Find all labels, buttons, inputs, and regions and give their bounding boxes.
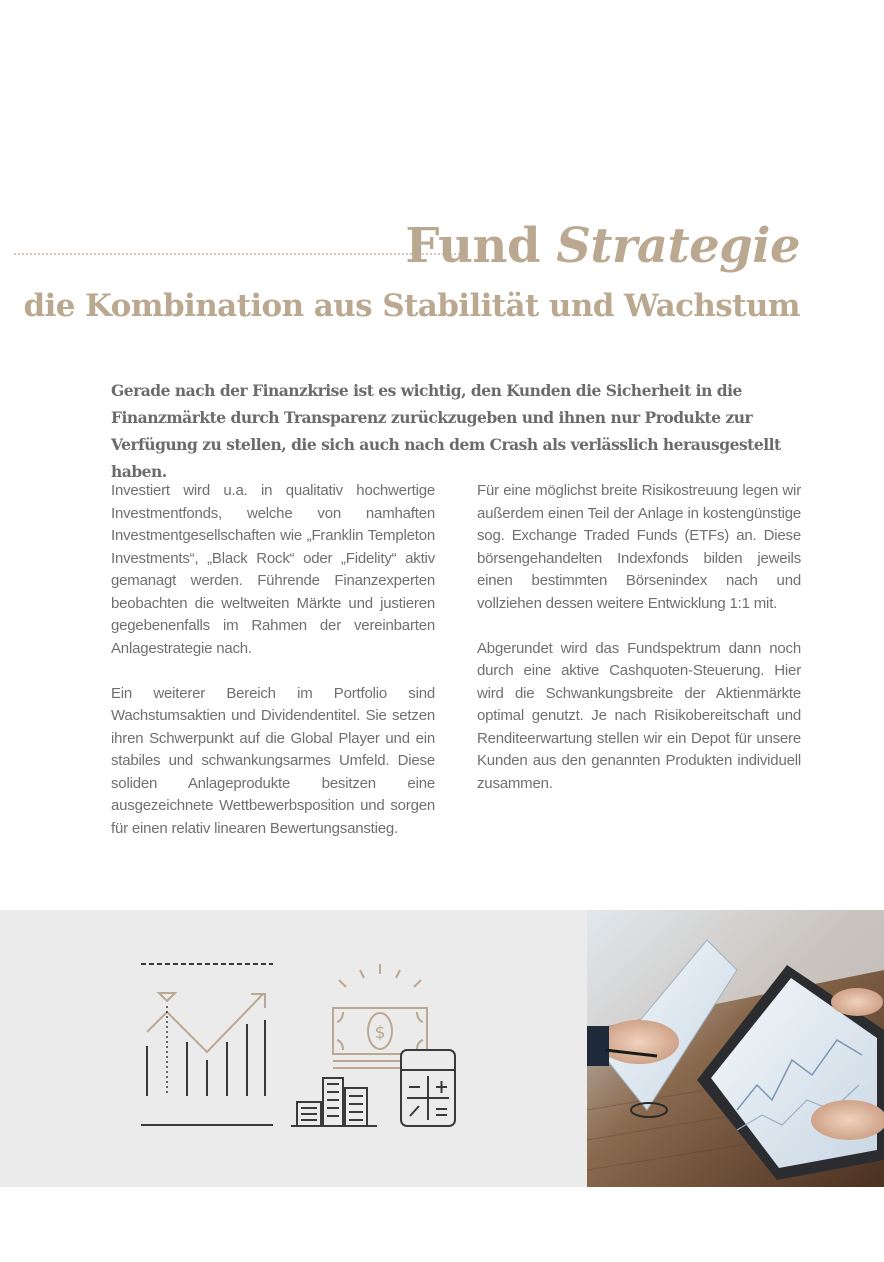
title-regular: Fund	[405, 218, 540, 274]
page-title	[405, 216, 800, 276]
page-subtitle: die Kombination aus Stabilität und Wachstum	[23, 288, 800, 324]
intro-paragraph: Gerade nach der Finanzkrise ist es wichtig, den Kunden die Sicherheit in die Finanzmärkte durch Transparenz zurückzugeben und ihnen nur Produkte zur Verfügung zu stellen, die sich auch nach dem Crash als verlässlich herausgestellt haben.	[111, 381, 781, 481]
left-paragraph-2: Ein weiterer Bereich im Portfolio sind Wachstumsaktien und Dividendentitel. Sie setzen ihren Schwerpunkt auf die Global Player und ein stabiles und schwankungsarmes Umfeld. Diese soliden Anlageprodukte besitzen eine ausgezeichnete Wettbewerbsposition und sorgen für einen relativ linearen Bewertungsanstieg.	[111, 684, 435, 837]
dotted-divider	[14, 253, 460, 255]
hand-left	[599, 1020, 679, 1064]
icons-svg	[135, 950, 465, 1140]
money-buildings-calculator-icon	[291, 964, 455, 1126]
hand-right	[811, 1100, 884, 1140]
right-paragraph-2: Abgerundet wird das Fundspektrum dann noch durch eine aktive Cashquoten-Steuerung. Hier wird die Schwankungsbreite der Aktienmärkte optimal genutzt. Je nach Risikobereitschaft und Renditeerwartung stellen wir ein Depot für unsere Kunden aus den genannten Produkten individuell zusammen.	[477, 639, 801, 792]
left-paragraph-1: Investiert wird u.a. in qualitativ hochwertige Investmentfonds, welche von namhaften Investmentgesellschaften wie „Franklin Templeton Investments“, „Black Rock“ oder „Fidelity“ aktiv gemanagt werden. Führende Finanzexperten beobachten die weltweiten Märkte und justieren gegebenenfalls im Rahmen der vereinbarten Anlagestrategie nach.	[111, 482, 435, 657]
left-column	[111, 480, 435, 863]
photo-illustration	[587, 910, 884, 1187]
right-column	[477, 480, 801, 818]
business-photo	[587, 910, 884, 1187]
right-paragraph-1: Für eine möglichst breite Risikostreuung legen wir außerdem einen Teil der Anlage in kostengünstige sog. Exchange Traded Funds (ETFs) an. Diese börsengehandelten Indexfonds bilden jeweils einen bestimmten Börsenindex nach und vollziehen dessen weitere Entwicklung 1:1 mit.	[477, 482, 801, 612]
growth-chart-icon	[141, 964, 273, 1125]
currency-symbol: $	[374, 1023, 386, 1043]
title-italic: Strategie	[556, 218, 800, 274]
icons-area	[135, 950, 465, 1140]
